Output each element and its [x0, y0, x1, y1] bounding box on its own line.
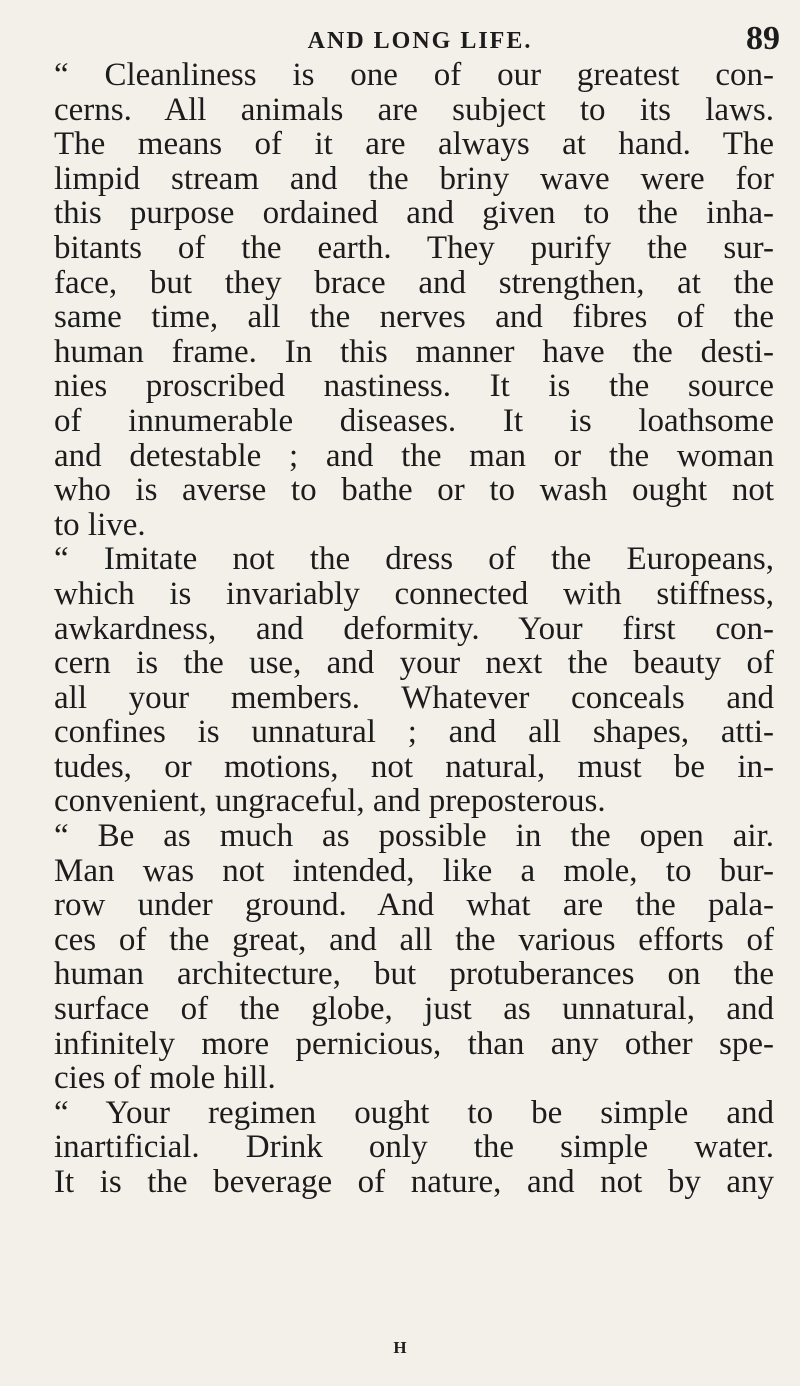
text-line: Man was not intended, like a mole, to bur-	[54, 852, 774, 889]
text-line: It is the beverage of nature, and not by any	[54, 1164, 774, 1200]
text-line: to live.	[54, 506, 146, 543]
text-line: inartificial. Drink only the simple water.	[54, 1129, 774, 1166]
text-line: cies of mole hill.	[54, 1060, 276, 1097]
text-line: cerns. All animals are subject to its laws.	[54, 91, 774, 128]
text-line: awkardness, and deformity. Your first con-	[54, 610, 774, 647]
text-line: row under ground. And what are the pala-	[54, 887, 774, 924]
text-line: which is invariably connected with stiffness,	[54, 575, 774, 612]
text-line: of innumerable diseases. It is loathsome	[54, 402, 774, 439]
text-line: “ Be as much as possible in the open air.	[54, 818, 774, 855]
text-line: who is averse to bathe or to wash ought not	[54, 472, 774, 509]
running-head: AND LONG LIFE.	[307, 28, 533, 54]
text-line: face, but they brace and strengthen, at the	[54, 264, 774, 301]
text-line: confines is unnatural ; and all shapes, atti-	[54, 714, 774, 751]
body-text	[54, 58, 774, 1200]
text-line: this purpose ordained and given to the inha-	[54, 195, 774, 232]
text-line: cern is the use, and your next the beauty of	[54, 645, 774, 682]
text-line: ces of the great, and all the various efforts of	[54, 921, 774, 958]
text-line: nies proscribed nastiness. It is the source	[54, 368, 774, 405]
signature-mark: H	[393, 1338, 407, 1357]
text-line: limpid stream and the briny wave were for	[54, 160, 774, 197]
text-line: “ Cleanliness is one of our greatest con-	[54, 57, 774, 93]
text-line: human frame. In this manner have the desti-	[54, 333, 774, 370]
text-line: all your members. Whatever conceals and	[54, 679, 774, 716]
text-line: “ Your regimen ought to be simple and	[54, 1094, 774, 1131]
text-line: and detestable ; and the man or the woman	[54, 437, 774, 474]
page-number: 89	[746, 20, 780, 57]
text-line: human architecture, but protuberances on the	[54, 956, 774, 993]
text-line: The means of it are always at hand. The	[54, 126, 774, 163]
text-line: same time, all the nerves and fibres of the	[54, 299, 774, 336]
text-line: infinitely more pernicious, than any other spe-	[54, 1025, 774, 1062]
text-line: “ Imitate not the dress of the Europeans,	[54, 541, 774, 578]
text-line: surface of the globe, just as unnatural, and	[54, 991, 774, 1028]
text-line: tudes, or motions, not natural, must be in-	[54, 748, 774, 785]
text-line: convenient, ungraceful, and preposterous.	[54, 783, 606, 820]
text-line: bitants of the earth. They purify the sur-	[54, 229, 774, 266]
